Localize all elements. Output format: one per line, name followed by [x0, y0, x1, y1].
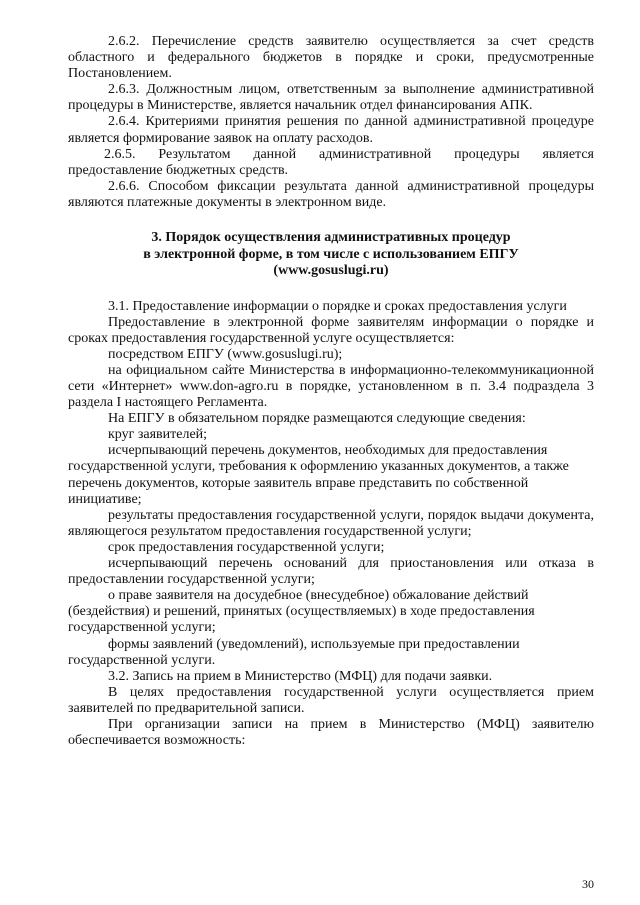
list-item-epgu: посредством ЕПГУ (www.gosuslugi.ru); — [108, 346, 343, 362]
heading-line-3: (www.gosuslugi.ru) — [273, 263, 389, 279]
paragraph-epgu-info: На ЕПГУ в обязательном порядке размещаются следующие сведения: — [108, 411, 526, 427]
paragraph-2-6-6: 2.6.6. Способом фиксации результата данной административной процедуры являются платежные документы в электронном виде. — [68, 178, 594, 210]
document-body — [68, 34, 594, 749]
list-item-grounds: исчерпывающий перечень оснований для приостановления или отказа в предоставлении государственной услуги; — [68, 556, 594, 588]
heading-line-2: в электронной форме, в том числе с использованием ЕПГУ — [143, 246, 519, 262]
spacer — [68, 280, 594, 299]
paragraph-2-6-5: 2.6.5. Результатом данной административной процедуры является предоставление бюджетных средств. — [68, 146, 594, 178]
paragraph-2-6-2: 2.6.2. Перечисление средств заявителю осуществляется за счет средств областного и федерального бюджетов в порядке и сроки, предусмотренные Постановлением. — [68, 34, 594, 82]
heading-line-1: 3. Порядок осуществления административных процедур — [151, 230, 511, 246]
list-item-results: результаты предоставления государственной услуги, порядок выдачи документа, являющегося результатом предоставления государственной услуги; — [68, 507, 594, 539]
paragraph-2-6-3: 2.6.3. Должностным лицом, ответственным за выполнение административной процедуры в Министерстве, является начальник отдел финансирования АПК. — [68, 82, 594, 114]
list-item-official-site: на официальном сайте Министерства в информационно-телекоммуникационной сети «Интернет» www.don-agro.ru в порядке, установленном в п. 3.4 подраздела 3 раздела I настоящего Регламента. — [68, 362, 594, 411]
list-item-term: срок предоставления государственной услуги; — [108, 539, 385, 555]
section-3-heading — [68, 230, 594, 280]
paragraph-preliminary-record: В целях предоставления государственной услуги осуществляется прием заявителей по предварительной записи. — [68, 684, 594, 716]
paragraph-3-2: 3.2. Запись на прием в Министерство (МФЦ) для подачи заявки. — [108, 668, 493, 684]
list-item-applicants: круг заявителей; — [108, 427, 208, 443]
paragraph-info-intro: Предоставление в электронной форме заявителям информации о порядке и сроках предоставления государственной услуге осуществляется: — [68, 314, 594, 346]
page-number: 30 — [582, 877, 594, 891]
paragraph-record-organization: При организации записи на прием в Министерство (МФЦ) заявителю обеспечивается возможность: — [68, 716, 594, 749]
list-item-documents: исчерпывающий перечень документов, необходимых для предоставления государственной услуги, требования к оформлению указанных документов, а также перечень документов, которые заявитель вправе представить по собственной инициативе; — [68, 443, 569, 507]
spacer — [68, 211, 594, 230]
paragraph-2-6-4: 2.6.4. Критериями принятия решения по данной административной процедуре является формирование заявок на оплату расходов. — [68, 114, 594, 146]
list-item-forms: формы заявлений (уведомлений), используемые при предоставлении государственной услуги. — [68, 636, 520, 668]
list-item-appeal-right: о праве заявителя на досудебное (внесудебное) обжалование действий (бездействия) и решений, принятых (осуществляемых) в ходе предоставления государственной услуги; — [68, 588, 535, 636]
paragraph-3-1: 3.1. Предоставление информации о порядке и сроках предоставления услуги — [108, 298, 567, 314]
